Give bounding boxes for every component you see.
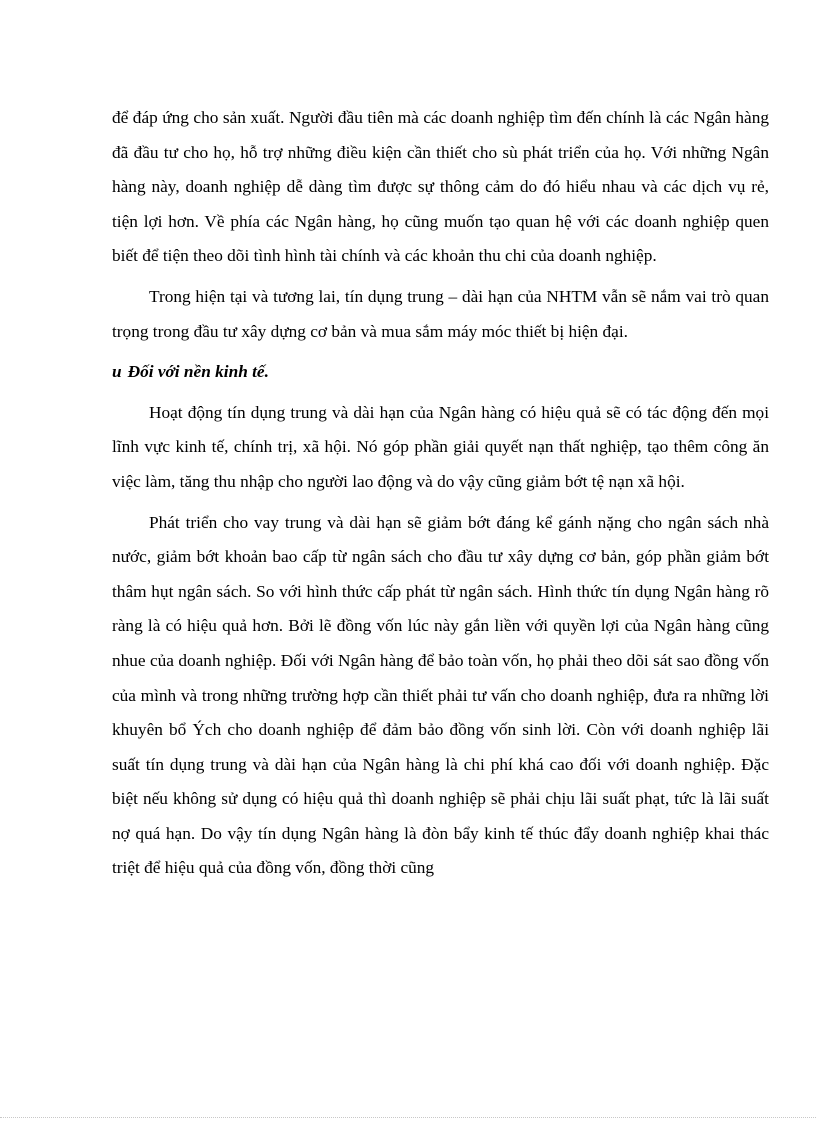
document-body (112, 101, 769, 886)
paragraph-economic-impact: Hoạt động tín dụng trung và dài hạn của Ngân hàng có hiệu quả sẽ có tác động đến mọi lĩnh vực kinh tế, chính trị, xã hội. Nó góp phần giải quyết nạn thất nghiệp, tạo thêm công ăn việc làm, tăng thu nhập cho người lao động và do vậy cũng giảm bớt tệ nạn xã hội. (112, 402, 769, 491)
paragraph-continued: để đáp ứng cho sản xuất. Người đầu tiên mà các doanh nghiệp tìm đến chính là các Ngân hàng đã đầu tư cho họ, hỗ trợ những điều kiện cần thiết cho sù phát triển của họ. Với những Ngân hàng này, doanh nghiệp dễ dàng tìm được sự thông cảm do đó hiểu nhau và các dịch vụ rẻ, tiện lợi hơn. Về phía các Ngân hàng, họ cũng muốn tạo quan hệ với các doanh nghiệp quen biết để tiện theo dõi tình hình tài chính và các khoản thu chi của doanh nghiệp. (112, 108, 769, 266)
section-heading-text: Đối với nền kinh tế. (127, 362, 269, 382)
page-bottom-rule (0, 1117, 816, 1118)
paragraph-budget-impact: Phát triển cho vay trung và dài hạn sẽ giảm bớt đáng kể gánh nặng cho ngân sách nhà nước, giảm bớt khoản bao cấp từ ngân sách cho đầu tư xây dựng cơ bản, góp phần giảm bớt thâm hụt ngân sách. So với hình thức cấp phát từ ngân sách. Hình thức tín dụng Ngân hàng rõ ràng là có hiệu quả hơn. Bởi lẽ đồng vốn lúc này gắn liền với quyền lợi của Ngân hàng cũng nhue của doanh nghiệp. Đối với Ngân hàng để bảo toàn vốn, họ phải theo dõi sát sao đồng vốn của mình và trong những trường hợp cần thiết phải tư vấn cho doanh nghiệp, đưa ra những lời khuyên bổ Ých cho doanh nghiệp để đảm bảo đồng vốn sinh lời. Còn với doanh nghiệp lãi suất tín dụng trung và dài hạn của Ngân hàng là chi phí khá cao đối với doanh nghiệp. Đặc biệt nếu không sử dụng có hiệu quả thì doanh nghiệp sẽ phải chịu lãi suất phạt, tức là lãi suất nợ quá hạn. Do vậy tín dụng Ngân hàng là đòn bẩy kinh tế thúc đẩy doanh nghiệp khai thác triệt để hiệu quả của đồng vốn, đồng thời cũng (112, 512, 769, 878)
bullet-marker: u (112, 362, 122, 382)
section-heading (112, 355, 769, 390)
paragraph-future-role: Trong hiện tại và tương lai, tín dụng trung – dài hạn của NHTM vẫn sẽ nắm vai trò quan trọng trong đầu tư xây dựng cơ bản và mua sắm máy móc thiết bị hiện đại. (112, 286, 769, 341)
